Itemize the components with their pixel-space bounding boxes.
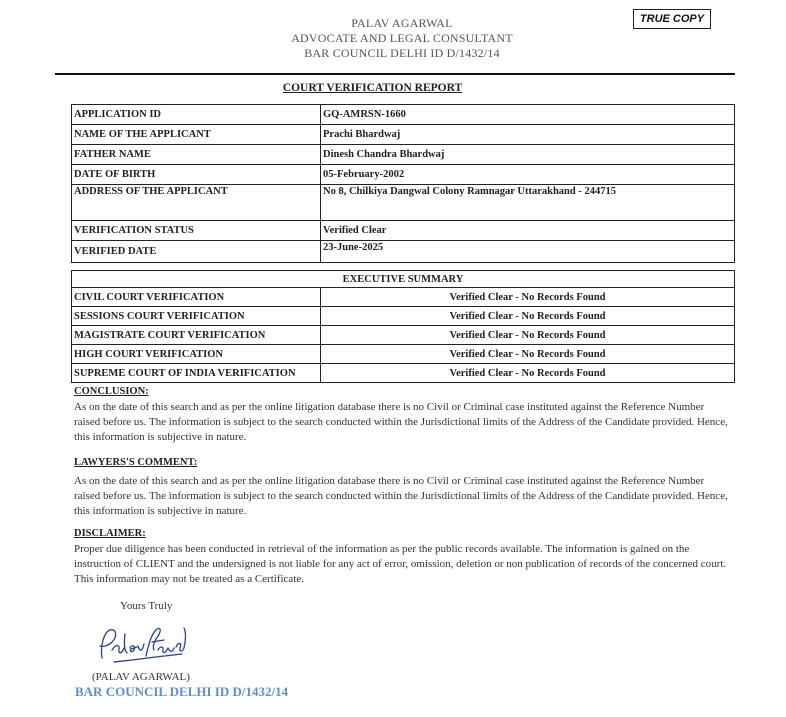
court-result: Verified Clear - No Records Found <box>321 364 735 383</box>
lawyer-designation: ADVOCATE AND LEGAL CONSULTANT <box>291 31 513 45</box>
court-label: CIVIL COURT VERIFICATION <box>72 288 321 307</box>
court-label: MAGISTRATE COURT VERIFICATION <box>72 326 321 345</box>
field-value: Dinesh Chandra Bhardwaj <box>321 145 735 165</box>
table-row <box>72 326 735 345</box>
conclusion-text: As on the date of this search and as per the online litigation database there is no Civil or Criminal case instituted against the Reference Number raised before us. The information is subject to the search conducted within the Jurisdictional limits of the Address of the Candidate provided. Hence, this information is subjective in nature. <box>74 401 728 443</box>
field-value: 23-June-2025 <box>321 241 735 263</box>
field-label: VERIFICATION STATUS <box>72 221 321 241</box>
field-label: VERIFIED DATE <box>72 241 321 263</box>
table-row <box>72 288 735 307</box>
field-label: APPLICATION ID <box>72 105 321 125</box>
executive-summary-heading: EXECUTIVE SUMMARY <box>72 271 735 288</box>
table-header-row <box>72 271 735 288</box>
court-result: Verified Clear - No Records Found <box>321 288 735 307</box>
field-label: DATE OF BIRTH <box>72 165 321 185</box>
field-value: Verified Clear <box>321 221 735 241</box>
signatory-name: (PALAV AGARWAL) <box>92 671 190 683</box>
court-label: SUPREME COURT OF INDIA VERIFICATION <box>72 364 321 383</box>
table-row <box>72 165 735 185</box>
conclusion-heading: CONCLUSION: <box>74 386 149 397</box>
disclaimer-text: Proper due diligence has been conducted in retrieval of the information as per the public records available. The information is gained on the instruction of CLIENT and the undersigned is not liable for any act of error, omission, deletion or non publication of records of the concerned court. This information may not be treated as a Certificate. <box>74 543 727 585</box>
field-label: ADDRESS OF THE APPLICANT <box>72 185 321 221</box>
executive-summary-table <box>71 270 735 383</box>
court-label: HIGH COURT VERIFICATION <box>72 345 321 364</box>
table-row <box>72 307 735 326</box>
disclaimer-heading: DISCLAIMER: <box>74 528 146 539</box>
table-row <box>72 345 735 364</box>
handwritten-signature <box>94 620 194 666</box>
court-label: SESSIONS COURT VERIFICATION <box>72 307 321 326</box>
table-row <box>72 105 735 125</box>
table-row <box>72 221 735 241</box>
bar-council-id: BAR COUNCIL DELHI ID D/1432/14 <box>304 46 500 60</box>
report-title: COURT VERIFICATION REPORT <box>282 82 463 94</box>
field-value: 05-February-2002 <box>321 165 735 185</box>
closing-text: Yours Truly <box>120 600 173 612</box>
true-copy-stamp: TRUE COPY <box>633 9 711 29</box>
court-result: Verified Clear - No Records Found <box>321 345 735 364</box>
table-row <box>72 185 735 221</box>
lawyers-comment-text: As on the date of this search and as per the online litigation database there is no Civil or Criminal case instituted against the Reference Number raised before us. The information is subject to the search conducted within the Jurisdictional limits of the Address of the Candidate provided. Hence, this information is subjective in nature. <box>74 475 728 517</box>
court-result: Verified Clear - No Records Found <box>321 307 735 326</box>
field-value: Prachi Bhardwaj <box>321 125 735 145</box>
footer-bar-council-id: BAR COUNCIL DELHI ID D/1432/14 <box>75 684 289 699</box>
table-row <box>72 241 735 263</box>
field-label: FATHER NAME <box>72 145 321 165</box>
table-row <box>72 145 735 165</box>
lawyers-comment-heading: LAWYERS'S COMMENT: <box>74 457 198 468</box>
field-label: NAME OF THE APPLICANT <box>72 125 321 145</box>
applicant-info-table <box>71 104 735 263</box>
header-divider <box>55 73 735 75</box>
field-value: GQ-AMRSN-1660 <box>321 105 735 125</box>
field-value: No 8, Chilkiya Dangwal Colony Ramnagar Uttarakhand - 244715 <box>321 185 735 221</box>
table-row <box>72 125 735 145</box>
table-row <box>72 364 735 383</box>
lawyer-name: PALAV AGARWAL <box>351 16 453 30</box>
court-result: Verified Clear - No Records Found <box>321 326 735 345</box>
